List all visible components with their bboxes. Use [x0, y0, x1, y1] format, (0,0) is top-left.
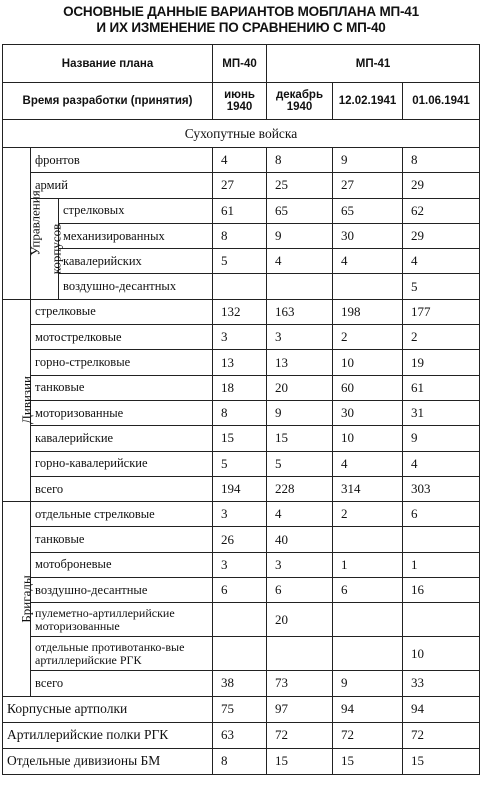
cell [333, 603, 403, 637]
cell [213, 274, 267, 299]
title-line-2: И ИХ ИЗМЕНЕНИЕ ПО СРАВНЕНИЮ С МП-40 [96, 20, 386, 35]
cell: 15 [403, 748, 480, 774]
cell: 13 [213, 350, 267, 375]
cell: 27 [213, 173, 267, 198]
cell: 15 [333, 748, 403, 774]
cell [267, 637, 333, 671]
cell: 33 [403, 671, 480, 696]
cell: 63 [213, 722, 267, 748]
row-label: кавалерийских [59, 249, 213, 274]
cell: 72 [403, 722, 480, 748]
cell: 62 [403, 198, 480, 223]
cell: 16 [403, 578, 480, 603]
cell [403, 527, 480, 552]
table-row [3, 722, 480, 748]
cell: 10 [333, 350, 403, 375]
cell [213, 603, 267, 637]
group-brigady [3, 502, 34, 696]
table-row [3, 400, 480, 425]
cell: 132 [213, 299, 267, 324]
cell: 94 [333, 696, 403, 722]
cell: 73 [267, 671, 333, 696]
cell [333, 637, 403, 671]
row-label: пулеметно-артиллерийские моторизованные [31, 603, 213, 637]
cell: 30 [333, 223, 403, 248]
cell: 194 [213, 476, 267, 501]
cell: 19 [403, 350, 480, 375]
row-label: механизированных [59, 223, 213, 248]
row-label: всего [31, 671, 213, 696]
table-row [3, 476, 480, 501]
cell: 6 [213, 578, 267, 603]
cell: 5 [403, 274, 480, 299]
cell: 8 [403, 148, 480, 173]
group-divizii [3, 299, 34, 501]
cell: 31 [403, 400, 480, 425]
row-label: мотоброневые [31, 552, 213, 577]
cell: 1 [333, 552, 403, 577]
table-row [3, 502, 480, 527]
cell: 5 [213, 249, 267, 274]
header-plan-name: Название плана [3, 45, 213, 83]
cell: 18 [213, 375, 267, 400]
table-row [3, 148, 480, 173]
row-label: стрелковые [31, 299, 213, 324]
cell [213, 637, 267, 671]
group-divizii-label: Дивизии [18, 376, 34, 425]
row-label: армий [31, 173, 213, 198]
header-row-plan [3, 45, 480, 83]
cell: 3 [213, 502, 267, 527]
cell: 4 [267, 502, 333, 527]
header-date-1: декабрь 1940 [267, 83, 333, 120]
cell: 25 [267, 173, 333, 198]
cell: 65 [333, 198, 403, 223]
group-brigady-label: Бригады [18, 575, 34, 623]
table-row [3, 578, 480, 603]
cell: 9 [267, 400, 333, 425]
group-upravleniya-label: Управления [27, 190, 43, 257]
cell: 2 [403, 325, 480, 350]
cell: 8 [213, 748, 267, 774]
cell: 2 [333, 325, 403, 350]
row-label: горно-кавалерийские [31, 451, 213, 476]
table-row [3, 603, 480, 637]
cell [403, 603, 480, 637]
group-korpusov-label: корпусов [48, 223, 64, 274]
cell: 61 [213, 198, 267, 223]
cell: 5 [213, 451, 267, 476]
header-date-0: июнь 1940 [213, 83, 267, 120]
header-mp40: МП-40 [213, 45, 267, 83]
table-row [3, 375, 480, 400]
cell: 1 [403, 552, 480, 577]
row-label: моторизованные [31, 400, 213, 425]
header-date-3: 01.06.1941 [403, 83, 480, 120]
cell: 13 [267, 350, 333, 375]
cell: 4 [267, 249, 333, 274]
cell: 3 [267, 552, 333, 577]
row-label: Артиллерийские полки РГК [3, 722, 213, 748]
row-label: Корпусные артполки [3, 696, 213, 722]
cell: 97 [267, 696, 333, 722]
cell: 29 [403, 173, 480, 198]
page-title [0, 4, 482, 36]
row-label: отдельные противотанко-вые артиллерийские РГК [31, 637, 213, 671]
cell: 4 [403, 249, 480, 274]
cell: 4 [333, 249, 403, 274]
header-mp41: МП-41 [267, 45, 480, 83]
table-row [3, 637, 480, 671]
cell: 29 [403, 223, 480, 248]
table-row [3, 671, 480, 696]
row-label: танковые [31, 375, 213, 400]
cell: 4 [213, 148, 267, 173]
row-label: фронтов [31, 148, 213, 173]
header-date-2: 12.02.1941 [333, 83, 403, 120]
row-label: воздушно-десантные [31, 578, 213, 603]
cell: 314 [333, 476, 403, 501]
cell: 4 [403, 451, 480, 476]
cell: 8 [267, 148, 333, 173]
cell: 198 [333, 299, 403, 324]
cell: 9 [403, 426, 480, 451]
cell: 15 [213, 426, 267, 451]
cell: 3 [267, 325, 333, 350]
cell: 38 [213, 671, 267, 696]
row-label: танковые [31, 527, 213, 552]
cell: 75 [213, 696, 267, 722]
table-row [3, 249, 480, 274]
row-label: мотострелковые [31, 325, 213, 350]
table-row [3, 173, 480, 198]
cell: 27 [333, 173, 403, 198]
cell: 6 [403, 502, 480, 527]
table-row [3, 223, 480, 248]
table-row [3, 299, 480, 324]
group-upravleniya [3, 148, 43, 300]
cell: 20 [267, 375, 333, 400]
cell: 72 [333, 722, 403, 748]
cell: 3 [213, 325, 267, 350]
cell: 26 [213, 527, 267, 552]
cell: 9 [333, 148, 403, 173]
table-row [3, 451, 480, 476]
cell: 6 [267, 578, 333, 603]
table-row [3, 527, 480, 552]
cell: 9 [333, 671, 403, 696]
header-row-dates [3, 83, 480, 120]
cell: 15 [267, 748, 333, 774]
table-row [3, 198, 480, 223]
cell: 60 [333, 375, 403, 400]
table-row [3, 350, 480, 375]
row-label: всего [31, 476, 213, 501]
cell: 8 [213, 223, 267, 248]
cell: 10 [333, 426, 403, 451]
cell: 72 [267, 722, 333, 748]
row-label: горно-стрелковые [31, 350, 213, 375]
table-row [3, 274, 480, 299]
row-label: кавалерийские [31, 426, 213, 451]
cell: 30 [333, 400, 403, 425]
cell: 303 [403, 476, 480, 501]
cell: 6 [333, 578, 403, 603]
cell: 40 [267, 527, 333, 552]
row-label: воздушно-десантных [59, 274, 213, 299]
header-dev-time: Время разработки (принятия) [3, 83, 213, 120]
title-line-1: ОСНОВНЫЕ ДАННЫЕ ВАРИАНТОВ МОБПЛАНА МП-41 [63, 4, 419, 19]
cell [267, 274, 333, 299]
cell: 9 [267, 223, 333, 248]
cell: 2 [333, 502, 403, 527]
table-row [3, 696, 480, 722]
cell [333, 274, 403, 299]
section-ground-forces: Сухопутные войска [3, 120, 480, 148]
table-row [3, 426, 480, 451]
table-row [3, 325, 480, 350]
cell: 10 [403, 637, 480, 671]
cell: 61 [403, 375, 480, 400]
cell [333, 527, 403, 552]
cell: 5 [267, 451, 333, 476]
cell: 163 [267, 299, 333, 324]
cell: 20 [267, 603, 333, 637]
cell: 228 [267, 476, 333, 501]
row-label: отдельные стрелковые [31, 502, 213, 527]
cell: 65 [267, 198, 333, 223]
cell: 94 [403, 696, 480, 722]
cell: 4 [333, 451, 403, 476]
row-label: Отдельные дивизионы БМ [3, 748, 213, 774]
row-label: стрелковых [59, 198, 213, 223]
mobplan-table [2, 44, 480, 775]
cell: 3 [213, 552, 267, 577]
cell: 177 [403, 299, 480, 324]
section-row [3, 120, 480, 148]
table-row [3, 748, 480, 774]
table-row [3, 552, 480, 577]
cell: 8 [213, 400, 267, 425]
cell: 15 [267, 426, 333, 451]
